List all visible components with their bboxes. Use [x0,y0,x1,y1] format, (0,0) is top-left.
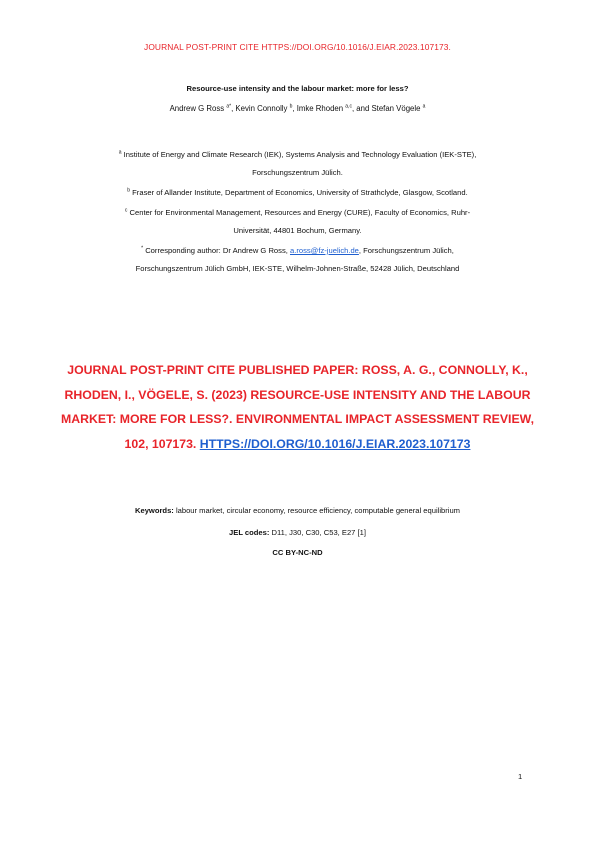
author-name: Andrew G Ross [169,104,225,113]
keywords-label: Keywords: [135,506,174,515]
author-name: Stefan Vögele [371,104,421,113]
affiliation-mark: c [124,207,128,214]
paper-title: Resource-use intensity and the labour market: more for less? [186,84,409,93]
author-list [0,104,595,113]
author-separator: , [292,104,297,113]
keywords-value: labour market, circular economy, resource efficiency, computable general equilibrium [173,506,460,515]
corresponding-suffix: , Forschungszentrum Jülich, [358,246,454,255]
author-separator: , [231,104,236,113]
corresponding-prefix: Corresponding author: Dr Andrew G Ross, [145,246,290,255]
page-number: 1 [518,772,523,781]
affiliation-text: Universität, 44801 Bochum, Germany. [233,226,362,235]
affiliation-c [0,204,595,240]
jel-value: D11, J30, C30, C53, E27 [1] [269,528,366,537]
author-affiliation-mark: b [289,103,293,110]
author-affiliation-mark: a* [226,103,232,110]
corresponding-address: Forschungszentrum Jülich GmbH, IEK-STE, Wilhelm-Johnen-Straße, 52428 Jülich, Deutschland [135,264,460,273]
citation-notice [55,358,540,456]
author-affiliation-mark: a,c [345,103,352,110]
citation-text: JOURNAL POST-PRINT CITE PUBLISHED PAPER: ROSS, A. G., CONNOLLY, K., RHODEN, I., VÖGELE, S. (2023) RESOURCE-USE INTENSITY AND THE LABOUR MARKET: MORE FOR LESS?. ENVIRONMENTAL IMPACT ASSESSMENT REVIEW, 102, 107173. [61,363,534,451]
corresponding-author [0,242,595,278]
jel-codes [0,528,595,537]
affiliation-text: Fraser of Allander Institute, Department of Economics, University of Strathclyde, Glasgow, Scotland. [132,188,468,197]
affiliation-text: Institute of Energy and Climate Research (IEK), Systems Analysis and Technology Evaluation (IEK-STE), [123,150,477,159]
corresponding-email-link[interactable]: a.ross@fz-juelich.de [289,246,359,255]
affiliation-mark: b [127,187,131,194]
affiliation-text: Forschungszentrum Jülich. [252,168,343,177]
affiliation-mark: a [118,149,122,156]
running-header: JOURNAL POST-PRINT CITE HTTPS://DOI.ORG/10.1016/J.EIAR.2023.107173. [144,42,451,52]
citation-doi-link[interactable]: HTTPS://DOI.ORG/10.1016/J.EIAR.2023.107173 [199,436,471,451]
author-separator: , and [351,104,372,113]
affiliation-text: Center for Environmental Management, Resources and Energy (CURE), Faculty of Economics, Ruhr- [129,208,471,217]
license: CC BY-NC-ND [272,548,323,557]
keywords [0,506,595,515]
author-name: Kevin Connolly [235,104,288,113]
corresponding-mark: * [141,245,144,252]
affiliation-a [0,146,595,182]
author-affiliation-mark: a [422,103,426,110]
affiliation-b [0,184,595,202]
jel-label: JEL codes: [229,528,270,537]
author-name: Imke Rhoden [296,104,344,113]
